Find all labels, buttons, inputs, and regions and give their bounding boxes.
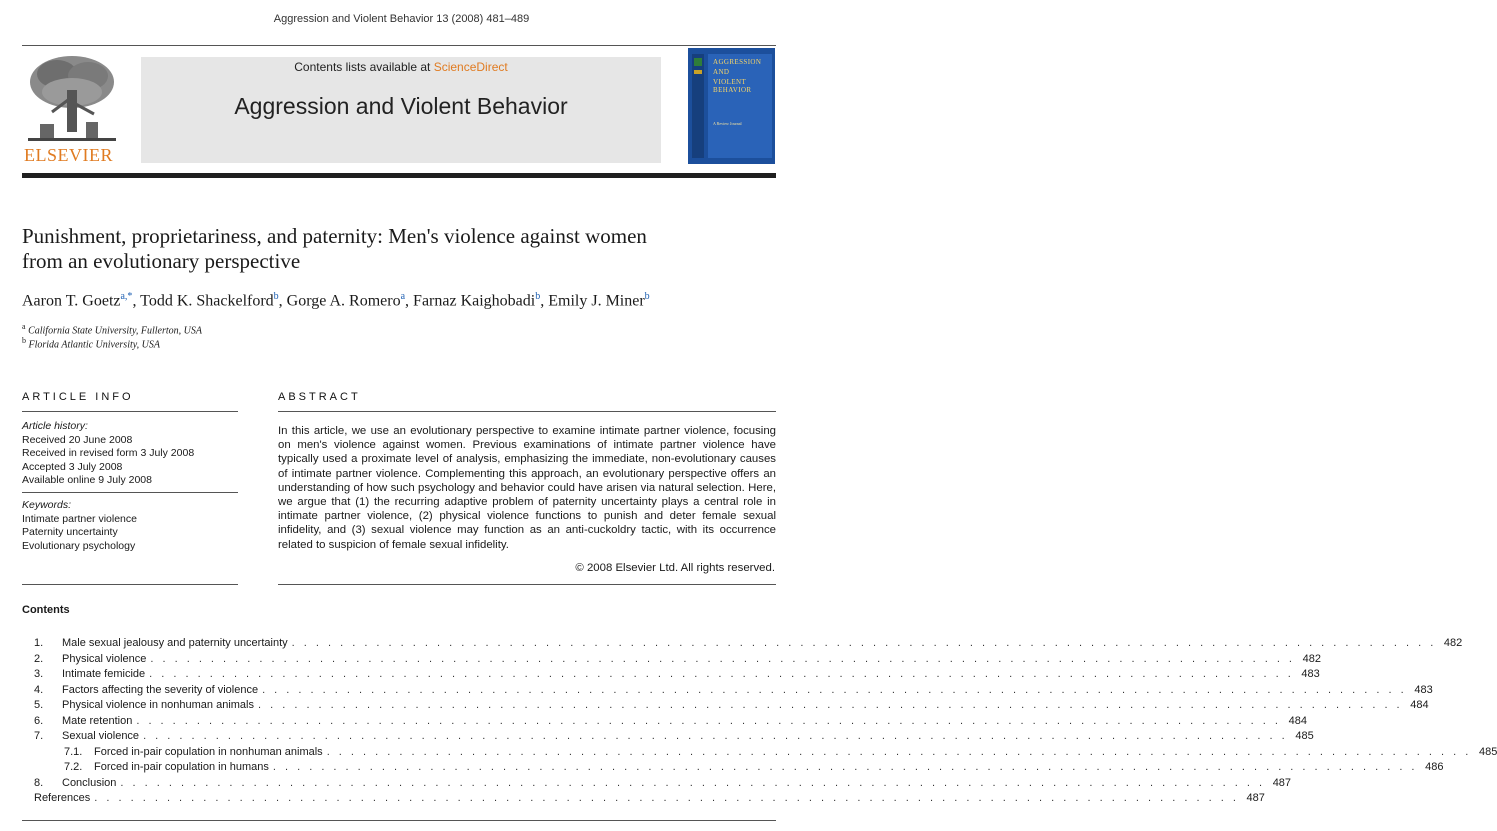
cover-title-line1: AGGRESSION [713,58,762,66]
toc-entry-page[interactable]: 486 [1425,761,1444,773]
article-title-line1: Punishment, proprietariness, and paternity: Men's violence against women [22,224,647,248]
author-affiliation-marker[interactable]: a [400,291,406,302]
toc-entry-label[interactable]: References [34,792,91,804]
toc-dot-leader: . . . . . . . . . . . . . . . . . . . . . . . . . . . . . . . . . . . . . . . . . . . . . . . . . . . . . . . . . . . . . . . . . . . . . . . . . . . . . . . . . . . . . . . . . . . . . . . [291,637,1437,649]
cover-title-line3: VIOLENT BEHAVIOR [713,78,752,94]
keywords-label: Keywords: [22,499,72,511]
header-bottom-rule [22,173,776,178]
toc-entry-label[interactable]: Conclusion [62,776,117,789]
toc-entry-page[interactable]: 487 [1246,792,1265,804]
toc-entry-number: 4. [34,683,44,696]
abstract-text: In this article, we use an evolutionary perspective to examine intimate partner violence, focusing on men's violence against women. Previous examinations of intimate partner violence have typically used a proximate level of analysis, emphasizing the immediate, non-evolutionary causes of intimate partner violence. Complementing this approach, an evolutionary perspective offers an understanding of how such psychology and behavior could have arisen via natural selection. Here, we argue that (1) the recurring adaptive problem of paternity uncertainty plays a central role in intimate partner violence, (2) physical violence functions to punish and deter female sexual infidelity, and (3) sexual violence may function as an anti-cuckoldry tactic, with its occurrence related to suspicion of female sexual infidelity. [278,425,776,551]
abstract-rule [278,411,776,412]
author-list: Aaron T. Goetz$^{a,*}$, Todd K. Shackelford$^b$, Gorge A. Romero$^a$, Farnaz Kaighobadi$^b$, Emily J. Miner$^b$ [22,291,650,310]
toc-entry-page[interactable]: 482 [1302,652,1321,665]
toc-entry-label[interactable]: Mate retention [62,714,133,727]
abstract-heading: ABSTRACT [278,391,361,403]
author-name[interactable]: Gorge A. Romero [286,292,401,310]
history-item: Available online 9 July 2008 [22,474,152,487]
affiliation-text: Florida Atlantic University, USA [28,339,160,351]
keywords [22,499,137,553]
article-history [22,420,194,488]
toc-dot-leader: . . . . . . . . . . . . . . . . . . . . . . . . . . . . . . . . . . . . . . . . . . . . . . . . . . . . . . . . . . . . . . . . . . . . . . . . . . . . . . . . . . . . . . . . . . . . . . . [94,792,1239,804]
toc-entry-number: 5. [34,699,44,711]
toc-dot-leader: . . . . . . . . . . . . . . . . . . . . . . . . . . . . . . . . . . . . . . . . . . . . . . . . . . . . . . . . . . . . . . . . . . . . . . . . . . . . . . . . . . . . . . . . . . . . . . . [150,652,1295,665]
toc-dot-leader: . . . . . . . . . . . . . . . . . . . . . . . . . . . . . . . . . . . . . . . . . . . . . . . . . . . . . . . . . . . . . . . . . . . . . . . . . . . . . . . . . . . . . . . . . . . . . . . [258,699,1403,711]
author-affiliation-marker[interactable]: b [273,291,279,302]
toc-entry[interactable] [22,745,1497,762]
history-item: Received in revised form 3 July 2008 [22,447,195,460]
toc-dot-leader: . . . . . . . . . . . . . . . . . . . . . . . . . . . . . . . . . . . . . . . . . . . . . . . . . . . . . . . . . . . . . . . . . . . . . . . . . . . . . . . . . . . . . . . . . . . . . . . [272,761,1418,773]
toc-entry[interactable] [22,714,1307,731]
author-affiliation-marker[interactable]: a,* [120,291,133,302]
contents-prefix: Contents lists available at [294,60,431,74]
affiliation [22,336,160,350]
article-title [22,224,782,274]
toc-dot-leader: . . . . . . . . . . . . . . . . . . . . . . . . . . . . . . . . . . . . . . . . . . . . . . . . . . . . . . . . . . . . . . . . . . . . . . . . . . . . . . . . . . . . . . . . . . . . . . . [262,683,1407,696]
toc-entry-page[interactable]: 484 [1288,714,1307,727]
article-info-rule [22,411,238,412]
header-top-rule [22,45,776,46]
toc-entry-number: 1. [34,637,44,649]
toc-entry-label[interactable]: Forced in-pair copulation in humans [94,761,269,773]
toc-entry-number: 2. [34,652,44,665]
toc-entry-label[interactable]: Physical violence [62,652,147,665]
cover-color-strip [692,54,704,158]
journal-cover-image[interactable] [688,48,775,164]
affiliation-text: California State University, Fullerton, USA [28,325,202,337]
toc-dot-leader: . . . . . . . . . . . . . . . . . . . . . . . . . . . . . . . . . . . . . . . . . . . . . . . . . . . . . . . . . . . . . . . . . . . . . . . . . . . . . . . . . . . . . . . . . . . . . . . [326,745,1472,758]
toc-entry[interactable] [22,652,1321,669]
contents-bottom-rule [22,820,776,821]
toc-entry-page[interactable]: 483 [1301,668,1320,680]
toc-entry[interactable] [22,699,1429,715]
keywords-rule [22,492,238,493]
toc-entry[interactable] [22,761,1444,777]
history-label: Article history: [22,420,88,432]
keyword-item[interactable]: Intimate partner violence [22,512,137,525]
toc-entry[interactable] [22,668,1320,684]
toc-entry-label[interactable]: Factors affecting the severity of violence [62,683,259,696]
article-info-bottom-rule [22,584,238,585]
toc-entry-number: 8. [34,776,44,789]
history-item: Received 20 June 2008 [22,433,133,446]
toc-entry-label[interactable]: Forced in-pair copulation in nonhuman animals [94,745,323,758]
journal-reference: Aggression and Violent Behavior 13 (2008) 481–489 [273,13,530,25]
toc-entry[interactable] [22,730,1314,746]
toc-entry-label[interactable]: Male sexual jealousy and paternity uncertainty [62,637,288,649]
toc-entry-label[interactable]: Intimate femicide [62,668,146,680]
contents-availability [141,60,661,74]
keyword-item[interactable]: Evolutionary psychology [22,539,136,552]
author-name[interactable]: Emily J. Miner [548,292,645,310]
author-affiliation-marker[interactable]: b [535,291,541,302]
toc-entry-number: 7. [34,730,44,742]
affiliation-marker: b [22,336,26,345]
affiliation [22,322,202,336]
toc-entry[interactable] [22,637,1463,653]
author-name[interactable]: Todd K. Shackelford [140,292,274,310]
toc-entry-page[interactable]: 484 [1410,699,1429,711]
toc-entry-number: 6. [34,714,44,727]
sciencedirect-link[interactable]: ScienceDirect [433,60,508,74]
toc-dot-leader: . . . . . . . . . . . . . . . . . . . . . . . . . . . . . . . . . . . . . . . . . . . . . . . . . . . . . . . . . . . . . . . . . . . . . . . . . . . . . . . . . . . . . . . . . . . . . . . [149,668,1294,680]
history-item: Accepted 3 July 2008 [22,460,123,473]
copyright-notice: © 2008 Elsevier Ltd. All rights reserved. [575,562,775,574]
article-title-line2: from an evolutionary perspective [22,249,301,273]
affiliation-marker: a [22,322,26,331]
article-info-heading: ARTICLE INFO [22,391,134,403]
toc-entry-number: 3. [34,668,44,680]
toc-entry-number: 7.1. [64,745,83,758]
toc-entry-page[interactable]: 485 [1478,745,1497,758]
toc-entry[interactable] [22,683,1433,700]
toc-entry-page[interactable]: 482 [1443,637,1463,649]
contents-heading: Contents [22,604,70,616]
toc-dot-leader: . . . . . . . . . . . . . . . . . . . . . . . . . . . . . . . . . . . . . . . . . . . . . . . . . . . . . . . . . . . . . . . . . . . . . . . . . . . . . . . . . . . . . . . . . . . . . . . [120,776,1266,789]
elsevier-wordmark[interactable]: ELSEVIER [24,145,113,165]
author-name[interactable]: Farnaz Kaighobadi [413,292,536,310]
cover-title-line2: AND [713,68,730,76]
table-of-contents [22,637,1497,808]
author-affiliation-marker[interactable]: b [644,291,650,302]
journal-title: Aggression and Violent Behavior [234,93,568,119]
abstract-bottom-rule [278,584,776,585]
toc-entry[interactable] [22,792,1265,808]
toc-entry-label[interactable]: Physical violence in nonhuman animals [62,699,254,711]
author-name[interactable]: Aaron T. Goetz [22,292,121,310]
toc-dot-leader: . . . . . . . . . . . . . . . . . . . . . . . . . . . . . . . . . . . . . . . . . . . . . . . . . . . . . . . . . . . . . . . . . . . . . . . . . . . . . . . . . . . . . . . . . . . . . . . [143,730,1288,742]
toc-entry[interactable] [22,776,1292,793]
toc-entry-page[interactable]: 483 [1414,683,1433,696]
keyword-item[interactable]: Paternity uncertainty [22,526,118,539]
toc-entry-page[interactable]: 485 [1295,730,1314,742]
cover-subtitle: A Review Journal [713,121,742,126]
toc-entry-page[interactable]: 487 [1272,776,1292,789]
toc-dot-leader: . . . . . . . . . . . . . . . . . . . . . . . . . . . . . . . . . . . . . . . . . . . . . . . . . . . . . . . . . . . . . . . . . . . . . . . . . . . . . . . . . . . . . . . . . . . . . . . [136,714,1281,727]
toc-entry-number: 7.2. [64,761,83,773]
toc-entry-label[interactable]: Sexual violence [62,730,140,742]
